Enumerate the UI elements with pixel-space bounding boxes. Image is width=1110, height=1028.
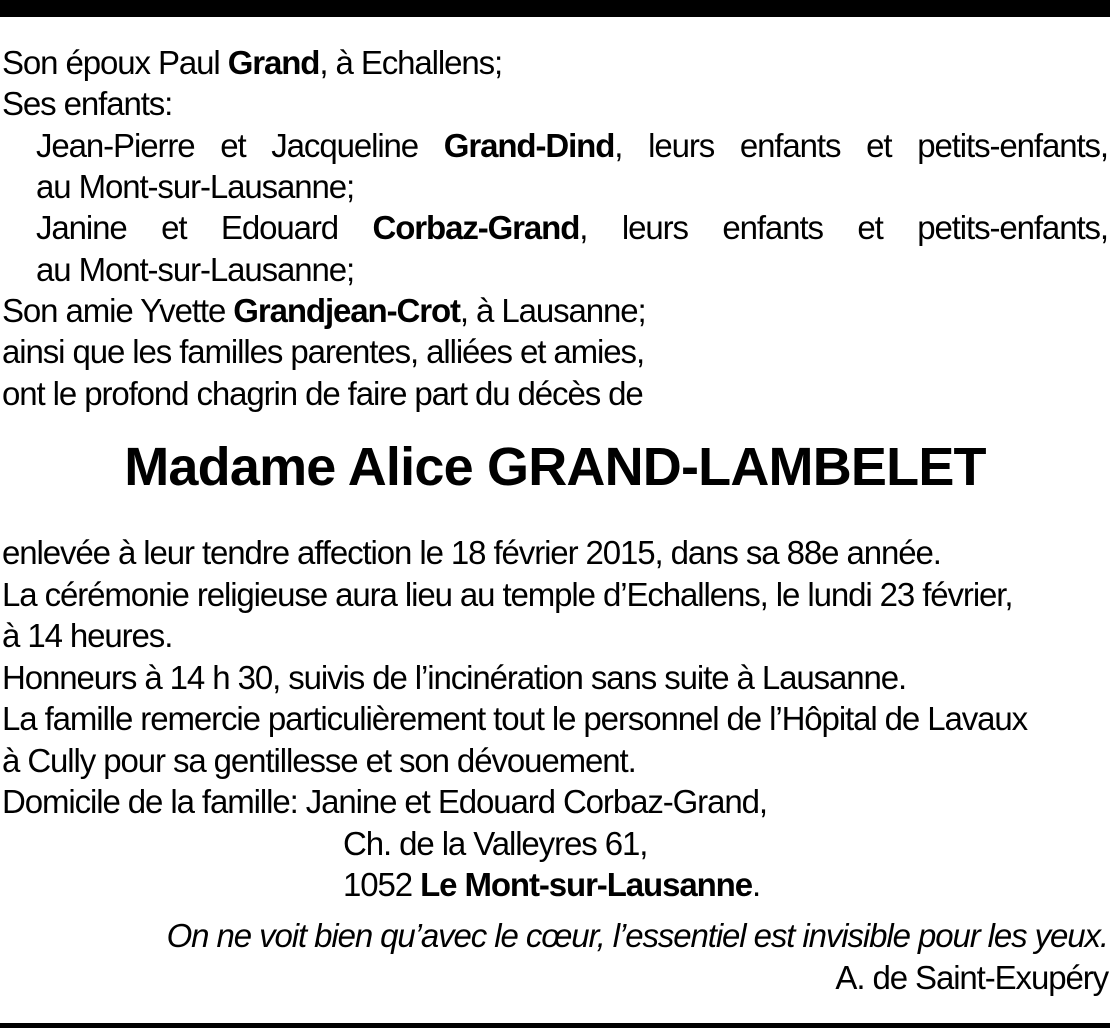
postal-code: 1052 (343, 866, 421, 903)
body-line-ceremony: La cérémonie religieuse aura lieu au temple d’Echallens, le lundi 23 février, (2, 576, 1013, 613)
quote-text: On ne voit bien qu’avec le cœur, l’essentiel est invisible pour les yeux. (166, 917, 1108, 954)
text: Son époux Paul (2, 44, 228, 81)
top-rule (0, 0, 1110, 17)
text: , leurs enfants et petits-enfants, (579, 209, 1108, 246)
surname: Grand (227, 44, 320, 81)
body-line-honours: Honneurs à 14 h 30, suivis de l’incinération sans suite à Lausanne. (2, 659, 907, 696)
text: Jean-Pierre et Jacqueline (36, 127, 444, 164)
text: . (751, 866, 761, 903)
text: , à Lausanne; (459, 292, 646, 329)
body-line-time: à 14 heures. (2, 617, 173, 654)
family-line-announcement: ont le profond chagrin de faire part du décès de (2, 375, 643, 412)
surname: Corbaz-Grand (372, 209, 580, 246)
body-line-thanks: La famille remercie particulièrement tout le personnel de l’Hôpital de Lavaux (2, 700, 1028, 737)
quote-author: A. de Saint-Exupéry (835, 959, 1108, 996)
city-name: Le Mont-sur-Lausanne (420, 866, 752, 903)
surname: Grandjean-Crot (233, 292, 460, 329)
text: Janine et Edouard (36, 209, 373, 246)
family-line-child-2-place: au Mont-sur-Lausanne; (36, 251, 355, 288)
family-line-husband (2, 42, 502, 83)
body-line-domicile: Domicile de la famille: Janine et Edouard Corbaz-Grand, (2, 783, 767, 820)
text: Son amie Yvette (2, 292, 234, 329)
family-line-relatives: ainsi que les familles parentes, alliées et amies, (2, 333, 645, 370)
family-line-child-2 (36, 207, 1108, 248)
address-city (343, 864, 760, 905)
family-line-children-label: Ses enfants: (2, 85, 173, 122)
surname: Grand-Dind (443, 127, 615, 164)
deceased-name: Madame Alice GRAND-LAMBELET (124, 437, 986, 497)
family-line-friend (2, 290, 646, 331)
family-line-child-1-place: au Mont-sur-Lausanne; (36, 168, 355, 205)
text: , leurs enfants et petits-enfants, (614, 127, 1108, 164)
body-line-thanks-cont: à Cully pour sa gentillesse et son dévouement. (2, 742, 636, 779)
family-line-child-1 (36, 125, 1108, 166)
bottom-rule (0, 1023, 1110, 1028)
address-street: Ch. de la Valleyres 61, (343, 825, 648, 862)
body-line-death: enlevée à leur tendre affection le 18 février 2015, dans sa 88e année. (2, 534, 941, 571)
text: , à Echallens; (319, 44, 503, 81)
